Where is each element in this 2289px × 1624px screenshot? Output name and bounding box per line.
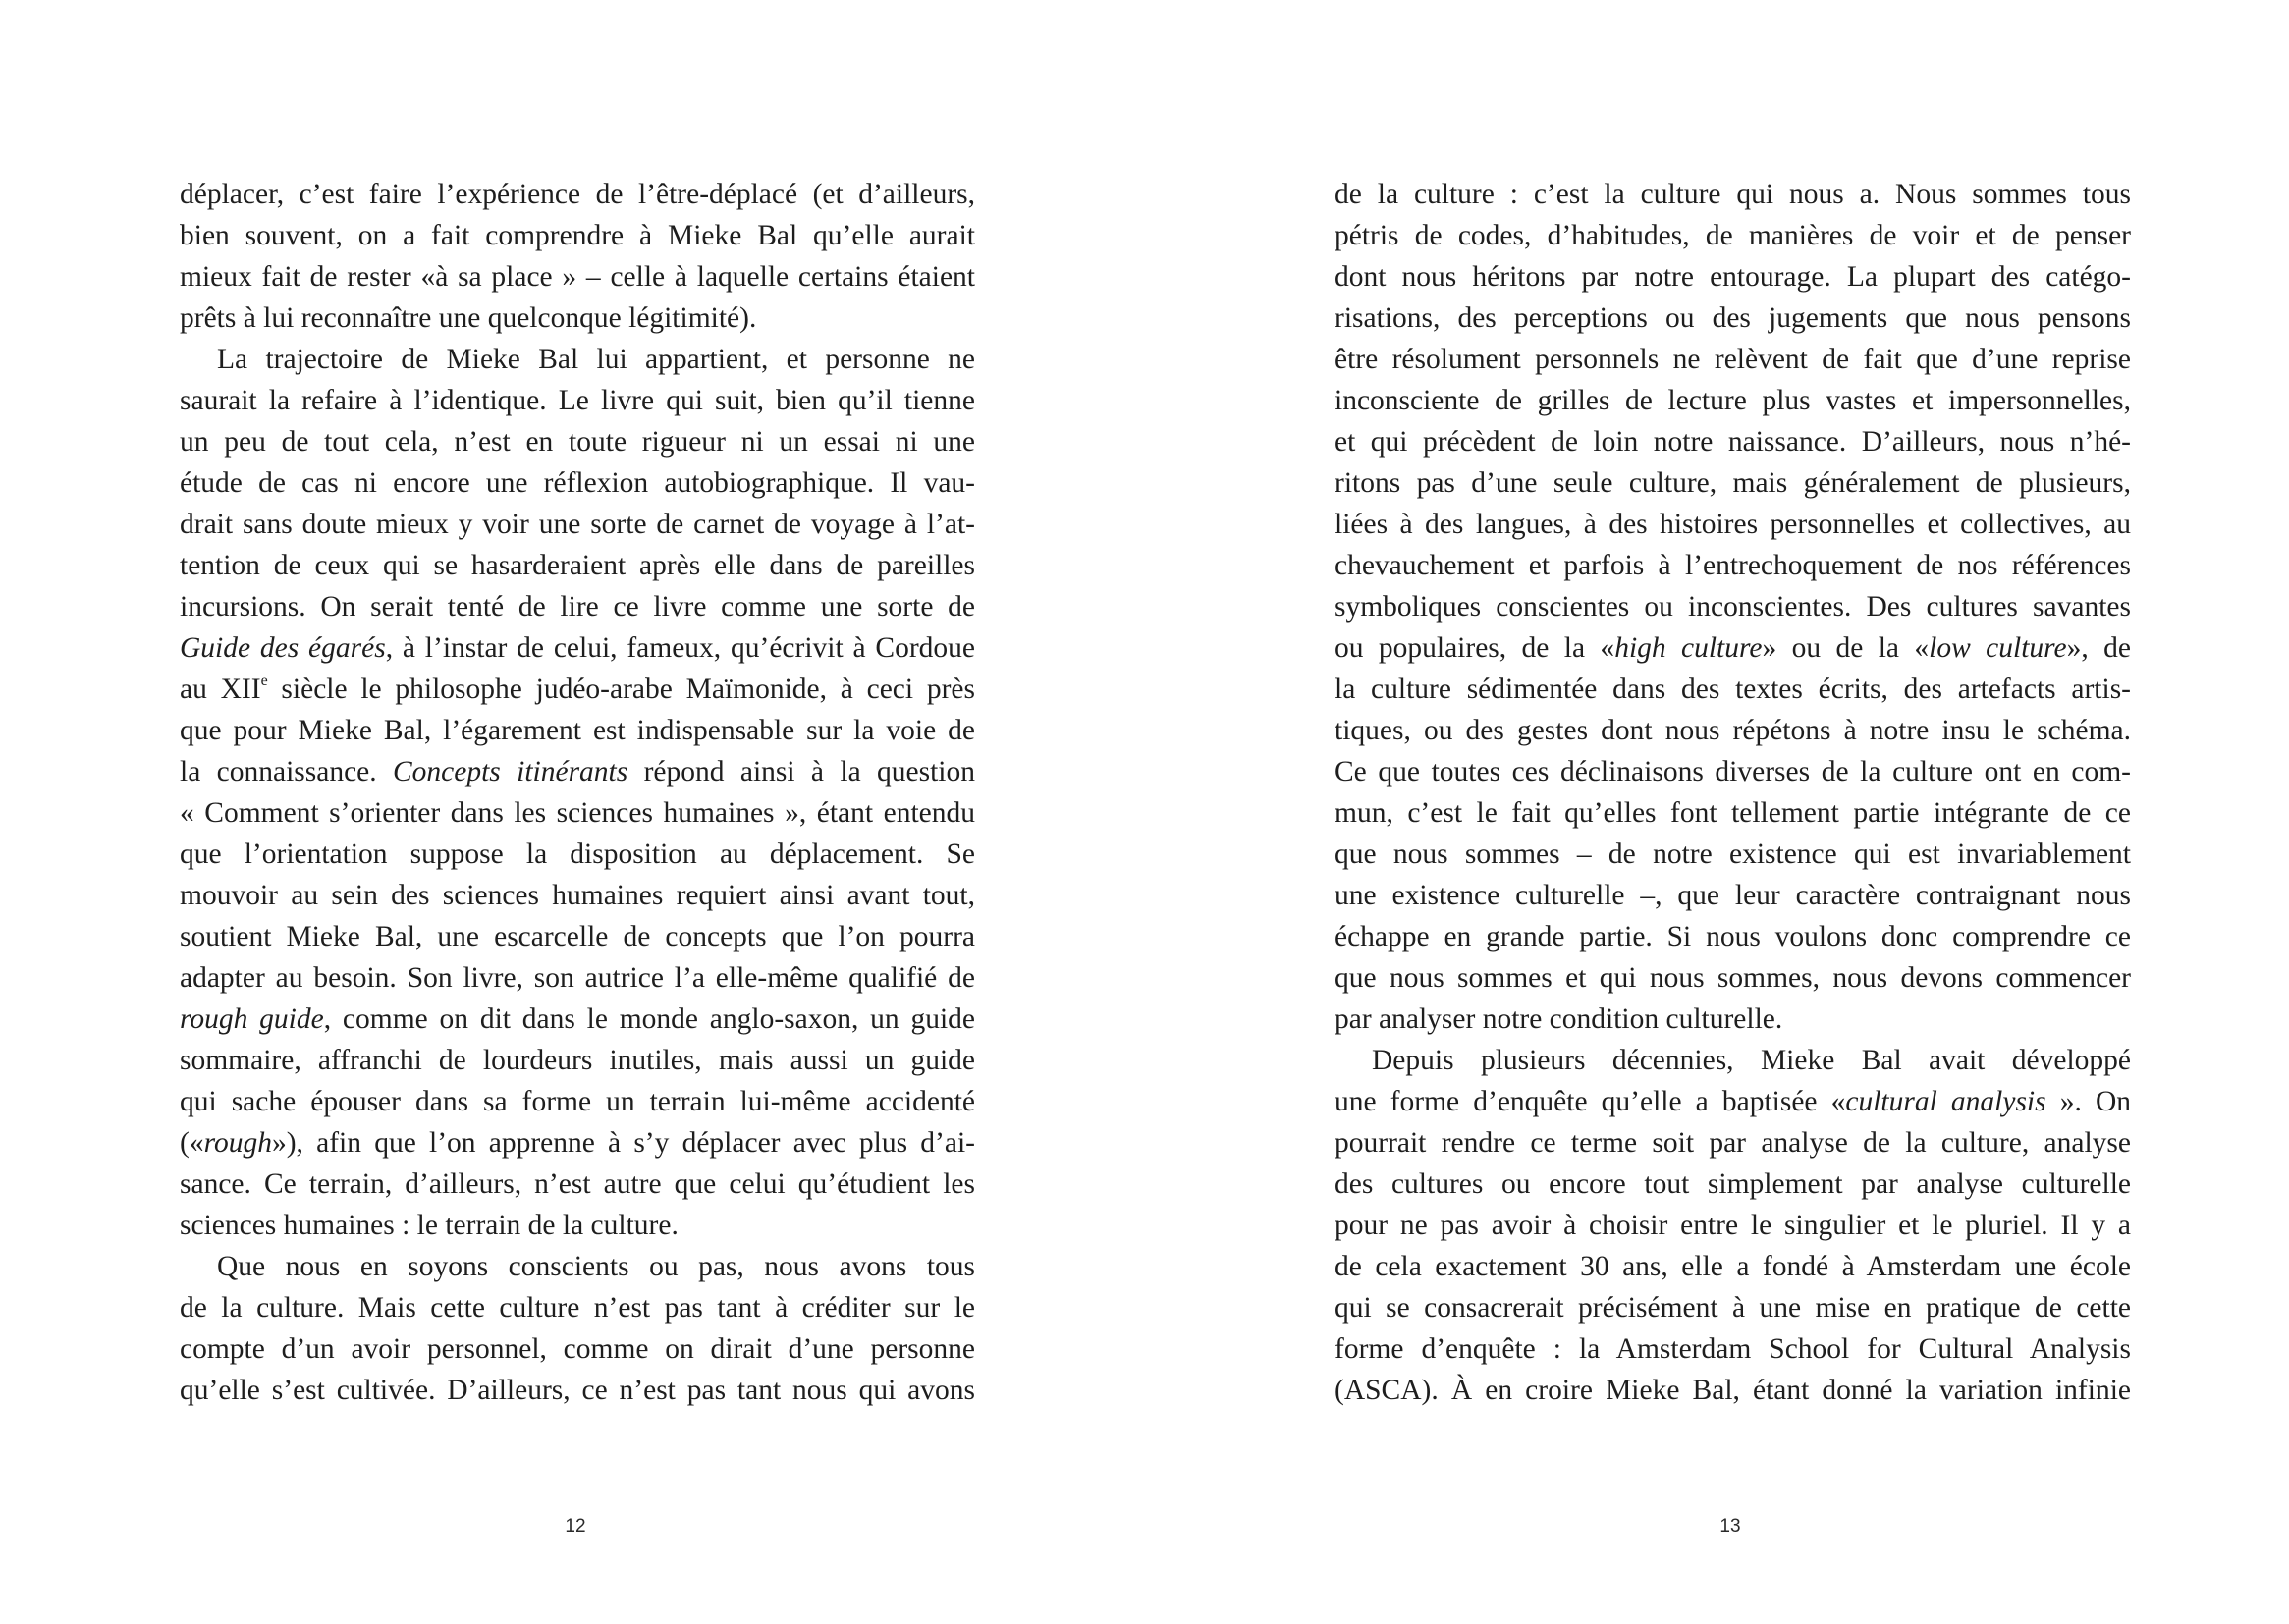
- text-line: [1335, 1370, 2131, 1411]
- text-run: sciences humaines : le terrain de la culture.: [180, 1210, 679, 1241]
- italic-text: rough: [203, 1127, 272, 1159]
- text-run: de la culture : c’est la culture qui nous a. Nous sommes tous: [1335, 179, 2131, 210]
- text-line: [1335, 834, 2131, 875]
- text-run: que pour Mieke Bal, l’égarement est indispensable sur la voie de: [180, 715, 975, 746]
- text-run: mun, c’est le fait qu’elles font tellement partie intégrante de ce: [1335, 797, 2131, 829]
- text-run: prêts à lui reconnaître une quelconque légitimité).: [180, 302, 757, 334]
- paragraph: [180, 174, 975, 339]
- italic-text: low culture: [1929, 632, 2067, 664]
- text-line: [180, 421, 975, 462]
- text-run: forme d’enquête : la Amsterdam School for Cultural Analysis: [1335, 1333, 2131, 1365]
- text-line: [1335, 792, 2131, 834]
- text-run: qui se consacrerait précisément à une mise en pratique de cette: [1335, 1292, 2131, 1324]
- text-run: que l’orientation suppose la disposition au déplacement. Se: [180, 839, 975, 870]
- text-line: [180, 1040, 975, 1081]
- text-run: Depuis plusieurs décennies, Mieke Bal avait développé: [1372, 1045, 2131, 1076]
- text-line: [1335, 1287, 2131, 1328]
- text-run: saurait la refaire à l’identique. Le livre qui suit, bien qu’il tienne: [180, 385, 975, 416]
- text-run: , comme on dit dans le monde anglo-saxon, un guide: [323, 1003, 975, 1035]
- text-line: [180, 1122, 975, 1164]
- text-run: répond ainsi à la question: [627, 756, 975, 787]
- text-run: déplacer, c’est faire l’expérience de l’être-déplacé (et d’ailleurs,: [180, 179, 975, 210]
- text-line: [1335, 957, 2131, 999]
- text-run: compte d’un avoir personnel, comme on dirait d’une personne: [180, 1333, 975, 1365]
- text-line: [1335, 1246, 2131, 1287]
- text-run: siècle le philosophe judéo-arabe Maïmonide, à ceci près: [267, 674, 975, 705]
- text-run: ritons pas d’une seule culture, mais généralement de plusieurs,: [1335, 467, 2131, 499]
- left-page-text-column: [180, 174, 975, 1411]
- text-line: [1335, 380, 2131, 421]
- text-line: [1335, 916, 2131, 957]
- text-line: [1335, 504, 2131, 545]
- text-run: que nous sommes et qui nous sommes, nous devons commencer: [1335, 962, 2131, 994]
- paragraph: [1335, 1040, 2131, 1411]
- text-run: », de: [2066, 632, 2131, 664]
- paragraph: [180, 1246, 975, 1411]
- text-line: [1335, 1122, 2131, 1164]
- italic-text: rough guide: [180, 1003, 324, 1035]
- text-run: »), afin que l’on apprenne à s’y déplacer avec plus d’ai-: [271, 1127, 975, 1159]
- text-run: soutient Mieke Bal, une escarcelle de concepts que l’on pourra: [180, 921, 975, 952]
- text-run: sance. Ce terrain, d’ailleurs, n’est autre que celui qu’étudient les: [180, 1168, 975, 1200]
- text-run: la culture sédimentée dans des textes écrits, des artefacts artis-: [1335, 674, 2131, 705]
- text-line: [180, 957, 975, 999]
- text-line: [180, 999, 975, 1040]
- text-line: [180, 1164, 975, 1205]
- text-run: une existence culturelle –, que leur caractère contraignant nous: [1335, 880, 2131, 911]
- text-line: [180, 462, 975, 504]
- text-line: [180, 215, 975, 256]
- text-line: [1335, 1164, 2131, 1205]
- text-line: [180, 710, 975, 751]
- text-run: être résolument personnels ne relèvent de fait que d’une reprise: [1335, 344, 2131, 375]
- text-line: [180, 834, 975, 875]
- text-run: étude de cas ni encore une réflexion autobiographique. Il vau-: [180, 467, 975, 499]
- text-line: [1335, 669, 2131, 710]
- text-line: [1335, 751, 2131, 792]
- text-run: , à l’instar de celui, fameux, qu’écrivit à Cordoue: [385, 632, 975, 664]
- text-run: La trajectoire de Mieke Bal lui appartient, et personne ne: [217, 344, 975, 375]
- text-run: « Comment s’orienter dans les sciences humaines », étant entendu: [180, 797, 975, 829]
- italic-text: high culture: [1614, 632, 1763, 664]
- text-line: [1335, 1328, 2131, 1370]
- text-line: [1335, 545, 2131, 586]
- page-number-left: 12: [565, 1516, 586, 1537]
- text-run: de cela exactement 30 ans, elle a fondé à Amsterdam une école: [1335, 1251, 2131, 1282]
- right-page-text-column: [1335, 174, 2131, 1411]
- paragraph: [180, 339, 975, 1246]
- text-run: pétris de codes, d’habitudes, de manières de voir et de penser: [1335, 220, 2131, 251]
- text-line: [180, 792, 975, 834]
- text-line: [1335, 999, 2131, 1040]
- text-line: [1335, 215, 2131, 256]
- text-line: [180, 1081, 975, 1122]
- text-line: [180, 174, 975, 215]
- text-run: une forme d’enquête qu’elle a baptisée «: [1335, 1086, 1846, 1117]
- text-line: [1335, 627, 2131, 669]
- text-run: la connaissance.: [180, 756, 393, 787]
- text-run: symboliques conscientes ou inconscientes. Des cultures savantes: [1335, 591, 2131, 623]
- text-line: [1335, 875, 2131, 916]
- text-line: [180, 751, 975, 792]
- text-run: dont nous héritons par notre entourage. La plupart des catégo-: [1335, 261, 2131, 293]
- text-line: [180, 1370, 975, 1411]
- text-run: pourrait rendre ce terme soit par analyse de la culture, analyse: [1335, 1127, 2131, 1159]
- text-run: liées à des langues, à des histoires personnelles et collectives, au: [1335, 509, 2131, 540]
- text-run: par analyser notre condition culturelle.: [1335, 1003, 1783, 1035]
- text-run: pour ne pas avoir à choisir entre le singulier et le pluriel. Il y a: [1335, 1210, 2131, 1241]
- text-run: un peu de tout cela, n’est en toute rigueur ni un essai ni une: [180, 426, 975, 458]
- text-line: [180, 1246, 975, 1287]
- text-line: [1335, 586, 2131, 627]
- text-run: tiques, ou des gestes dont nous répétons à notre insu le schéma.: [1335, 715, 2131, 746]
- text-run: et qui précèdent de loin notre naissance. D’ailleurs, nous n’hé-: [1335, 426, 2131, 458]
- text-line: [180, 504, 975, 545]
- text-run: inconsciente de grilles de lecture plus vastes et impersonnelles,: [1335, 385, 2131, 416]
- text-run: qu’elle s’est cultivée. D’ailleurs, ce n’est pas tant nous qui avons: [180, 1375, 975, 1406]
- text-line: [1335, 256, 2131, 298]
- italic-text: Guide des égarés: [180, 632, 386, 664]
- text-line: [180, 627, 975, 669]
- text-line: [1335, 298, 2131, 339]
- text-run: incursions. On serait tenté de lire ce livre comme une sorte de: [180, 591, 975, 623]
- text-run: au XII: [180, 674, 261, 705]
- text-line: [1335, 1040, 2131, 1081]
- text-line: [180, 545, 975, 586]
- text-line: [1335, 174, 2131, 215]
- text-line: [180, 669, 975, 710]
- text-run: («: [180, 1127, 204, 1159]
- text-run: chevauchement et parfois à l’entrechoquement de nos références: [1335, 550, 2131, 581]
- text-run: (ASCA). À en croire Mieke Bal, étant donné la variation infinie: [1335, 1375, 2131, 1406]
- paragraph: [1335, 174, 2131, 1040]
- text-run: mieux fait de rester «à sa place » – celle à laquelle certains étaient: [180, 261, 975, 293]
- right-page: [1144, 0, 2289, 1624]
- text-run: drait sans doute mieux y voir une sorte de carnet de voyage à l’at-: [180, 509, 975, 540]
- text-line: [180, 586, 975, 627]
- text-line: [180, 1205, 975, 1246]
- page-number-right: 13: [1719, 1516, 1741, 1537]
- left-page: [0, 0, 1144, 1624]
- text-run: que nous sommes – de notre existence qui est invariablement: [1335, 839, 2131, 870]
- text-line: [180, 875, 975, 916]
- superscript: e: [260, 673, 268, 689]
- text-line: [180, 380, 975, 421]
- text-run: adapter au besoin. Son livre, son autrice l’a elle-même qualifié de: [180, 962, 975, 994]
- text-run: ». On: [2045, 1086, 2132, 1117]
- text-run: » ou de la «: [1762, 632, 1930, 664]
- italic-text: Concepts itinérants: [393, 756, 628, 787]
- text-line: [180, 1287, 975, 1328]
- text-line: [1335, 462, 2131, 504]
- text-line: [1335, 421, 2131, 462]
- text-line: [180, 916, 975, 957]
- text-line: [180, 1328, 975, 1370]
- text-line: [180, 298, 975, 339]
- text-run: sommaire, affranchi de lourdeurs inutiles, mais aussi un guide: [180, 1045, 975, 1076]
- text-line: [1335, 339, 2131, 380]
- text-run: Que nous en soyons conscients ou pas, nous avons tous: [217, 1251, 975, 1282]
- text-line: [180, 256, 975, 298]
- italic-text: cultural analysis: [1845, 1086, 2046, 1117]
- text-run: qui sache épouser dans sa forme un terrain lui-même accidenté: [180, 1086, 975, 1117]
- text-run: bien souvent, on a fait comprendre à Mieke Bal qu’elle aurait: [180, 220, 975, 251]
- text-line: [1335, 1205, 2131, 1246]
- text-line: [180, 339, 975, 380]
- text-run: Ce que toutes ces déclinaisons diverses de la culture ont en com-: [1335, 756, 2131, 787]
- text-run: échappe en grande partie. Si nous voulons donc comprendre ce: [1335, 921, 2131, 952]
- text-line: [1335, 1081, 2131, 1122]
- text-run: ou populaires, de la «: [1335, 632, 1615, 664]
- text-run: des cultures ou encore tout simplement par analyse culturelle: [1335, 1168, 2131, 1200]
- text-run: de la culture. Mais cette culture n’est pas tant à créditer sur le: [180, 1292, 975, 1324]
- text-run: tention de ceux qui se hasarderaient après elle dans de pareilles: [180, 550, 975, 581]
- text-line: [1335, 710, 2131, 751]
- text-run: risations, des perceptions ou des jugements que nous pensons: [1335, 302, 2131, 334]
- text-run: mouvoir au sein des sciences humaines requiert ainsi avant tout,: [180, 880, 975, 911]
